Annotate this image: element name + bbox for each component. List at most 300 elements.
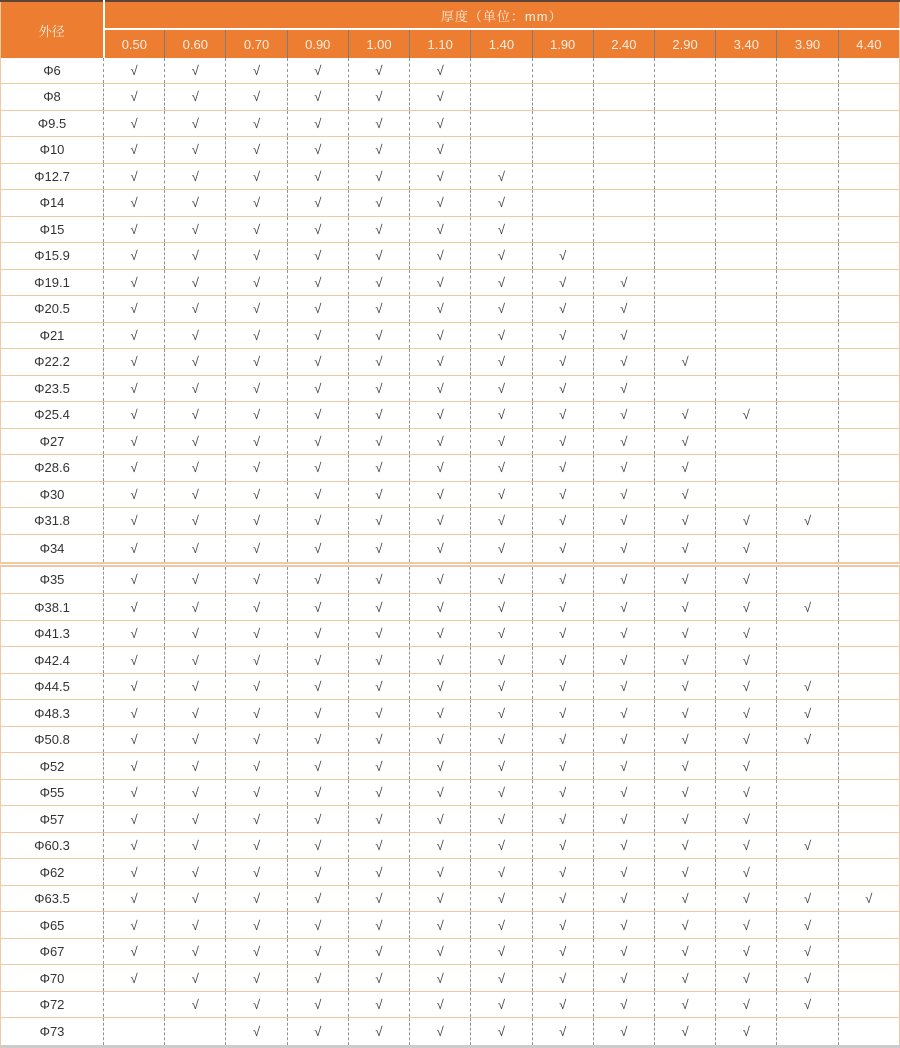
empty-cell [716, 163, 777, 190]
empty-cell [532, 163, 593, 190]
diameter-cell: Φ57 [1, 806, 104, 833]
table-row [1, 620, 900, 647]
empty-cell [532, 84, 593, 111]
check-cell: √ [165, 620, 226, 647]
empty-cell [716, 322, 777, 349]
check-cell: √ [287, 806, 348, 833]
check-cell: √ [777, 594, 838, 621]
check-cell: √ [654, 428, 715, 455]
check-cell: √ [410, 726, 471, 753]
empty-cell [838, 806, 899, 833]
check-cell: √ [287, 84, 348, 111]
check-cell: √ [471, 965, 532, 992]
check-cell: √ [716, 912, 777, 939]
check-cell: √ [593, 402, 654, 429]
check-cell: √ [104, 594, 165, 621]
diameter-cell: Φ70 [1, 965, 104, 992]
empty-cell [654, 269, 715, 296]
check-cell: √ [226, 508, 287, 535]
table-row [1, 190, 900, 217]
empty-cell [104, 991, 165, 1018]
check-cell: √ [226, 673, 287, 700]
check-cell: √ [593, 455, 654, 482]
empty-cell [471, 58, 532, 84]
empty-cell [777, 620, 838, 647]
diameter-cell: Φ9.5 [1, 110, 104, 137]
empty-cell [593, 163, 654, 190]
check-cell: √ [471, 726, 532, 753]
empty-cell [532, 137, 593, 164]
check-cell: √ [104, 481, 165, 508]
check-cell: √ [410, 564, 471, 594]
check-cell: √ [716, 1018, 777, 1047]
empty-cell [777, 564, 838, 594]
check-cell: √ [410, 137, 471, 164]
check-cell: √ [654, 806, 715, 833]
empty-cell [777, 84, 838, 111]
check-cell: √ [226, 110, 287, 137]
check-cell: √ [654, 912, 715, 939]
check-cell: √ [410, 243, 471, 270]
check-cell: √ [593, 428, 654, 455]
diameter-cell: Φ52 [1, 753, 104, 780]
empty-cell [777, 322, 838, 349]
table-row [1, 402, 900, 429]
check-cell: √ [410, 216, 471, 243]
check-cell: √ [104, 428, 165, 455]
check-cell: √ [226, 620, 287, 647]
table-row [1, 296, 900, 323]
check-cell: √ [104, 455, 165, 482]
check-cell: √ [654, 594, 715, 621]
check-cell: √ [410, 700, 471, 727]
check-cell: √ [654, 753, 715, 780]
thickness-header-cell: 0.60 [165, 29, 226, 58]
check-cell: √ [532, 508, 593, 535]
empty-cell [838, 163, 899, 190]
check-cell: √ [716, 832, 777, 859]
check-cell: √ [287, 508, 348, 535]
check-cell: √ [287, 269, 348, 296]
check-cell: √ [226, 163, 287, 190]
check-cell: √ [471, 912, 532, 939]
check-cell: √ [532, 243, 593, 270]
empty-cell [654, 84, 715, 111]
check-cell: √ [716, 673, 777, 700]
check-cell: √ [287, 137, 348, 164]
check-cell: √ [777, 991, 838, 1018]
thickness-header-cell: 4.40 [838, 29, 899, 58]
empty-cell [593, 216, 654, 243]
check-cell: √ [471, 1018, 532, 1047]
check-cell: √ [471, 673, 532, 700]
diameter-cell: Φ22.2 [1, 349, 104, 376]
empty-cell [777, 216, 838, 243]
check-cell: √ [226, 912, 287, 939]
empty-cell [838, 938, 899, 965]
check-cell: √ [104, 137, 165, 164]
table-row [1, 726, 900, 753]
check-cell: √ [165, 508, 226, 535]
check-cell: √ [348, 832, 409, 859]
table-header [1, 1, 900, 58]
check-cell: √ [104, 726, 165, 753]
check-cell: √ [716, 594, 777, 621]
check-cell: √ [532, 806, 593, 833]
check-cell: √ [654, 885, 715, 912]
check-cell: √ [654, 991, 715, 1018]
check-cell: √ [287, 322, 348, 349]
check-cell: √ [777, 508, 838, 535]
empty-cell [716, 190, 777, 217]
thickness-header-cell: 1.00 [348, 29, 409, 58]
check-cell: √ [838, 885, 899, 912]
check-cell: √ [104, 700, 165, 727]
check-cell: √ [654, 832, 715, 859]
check-cell: √ [716, 700, 777, 727]
diameter-cell: Φ42.4 [1, 647, 104, 674]
empty-cell [593, 137, 654, 164]
check-cell: √ [654, 700, 715, 727]
empty-cell [532, 58, 593, 84]
empty-cell [654, 375, 715, 402]
check-cell: √ [348, 455, 409, 482]
check-cell: √ [226, 1018, 287, 1047]
check-cell: √ [165, 455, 226, 482]
check-cell: √ [716, 402, 777, 429]
check-cell: √ [226, 322, 287, 349]
empty-cell [838, 58, 899, 84]
check-cell: √ [226, 594, 287, 621]
check-cell: √ [226, 564, 287, 594]
check-cell: √ [532, 938, 593, 965]
empty-cell [593, 243, 654, 270]
check-cell: √ [165, 991, 226, 1018]
check-cell: √ [471, 779, 532, 806]
check-cell: √ [287, 349, 348, 376]
check-cell: √ [410, 1018, 471, 1047]
check-cell: √ [226, 534, 287, 564]
table-row [1, 965, 900, 992]
check-cell: √ [287, 428, 348, 455]
check-cell: √ [226, 726, 287, 753]
thickness-header-cell: 0.70 [226, 29, 287, 58]
check-cell: √ [593, 938, 654, 965]
check-cell: √ [532, 455, 593, 482]
empty-cell [777, 190, 838, 217]
table-row [1, 163, 900, 190]
check-cell: √ [287, 296, 348, 323]
check-cell: √ [165, 885, 226, 912]
check-cell: √ [777, 885, 838, 912]
check-cell: √ [410, 190, 471, 217]
empty-cell [777, 243, 838, 270]
check-cell: √ [654, 938, 715, 965]
empty-cell [838, 428, 899, 455]
table-row [1, 912, 900, 939]
check-cell: √ [654, 1018, 715, 1047]
diameter-cell: Φ34 [1, 534, 104, 564]
check-cell: √ [471, 269, 532, 296]
check-cell: √ [348, 647, 409, 674]
check-cell: √ [226, 402, 287, 429]
empty-cell [593, 84, 654, 111]
thickness-header-cell: 1.40 [471, 29, 532, 58]
check-cell: √ [777, 726, 838, 753]
empty-cell [838, 564, 899, 594]
check-cell: √ [716, 620, 777, 647]
table-row [1, 481, 900, 508]
check-cell: √ [165, 564, 226, 594]
check-cell: √ [104, 243, 165, 270]
check-cell: √ [287, 647, 348, 674]
thickness-header-cell: 0.50 [104, 29, 165, 58]
check-cell: √ [104, 806, 165, 833]
check-cell: √ [287, 673, 348, 700]
empty-cell [838, 269, 899, 296]
table-row [1, 322, 900, 349]
check-cell: √ [226, 296, 287, 323]
check-cell: √ [410, 859, 471, 886]
check-cell: √ [471, 216, 532, 243]
check-cell: √ [410, 322, 471, 349]
check-cell: √ [104, 349, 165, 376]
thickness-header-cell: 2.90 [654, 29, 715, 58]
empty-cell [838, 1018, 899, 1047]
empty-cell [838, 455, 899, 482]
check-cell: √ [348, 402, 409, 429]
table-row [1, 647, 900, 674]
empty-cell [777, 269, 838, 296]
check-cell: √ [226, 832, 287, 859]
check-cell: √ [471, 620, 532, 647]
check-cell: √ [165, 647, 226, 674]
check-cell: √ [410, 594, 471, 621]
check-cell: √ [348, 322, 409, 349]
check-cell: √ [348, 216, 409, 243]
check-cell: √ [777, 673, 838, 700]
check-cell: √ [471, 564, 532, 594]
check-cell: √ [165, 216, 226, 243]
check-cell: √ [287, 594, 348, 621]
empty-cell [777, 58, 838, 84]
table-body [1, 58, 900, 1047]
check-cell: √ [104, 322, 165, 349]
empty-cell [838, 912, 899, 939]
check-cell: √ [654, 726, 715, 753]
table-row [1, 508, 900, 535]
check-cell: √ [165, 859, 226, 886]
diameter-cell: Φ60.3 [1, 832, 104, 859]
check-cell: √ [532, 620, 593, 647]
table-row [1, 1018, 900, 1047]
check-cell: √ [226, 885, 287, 912]
check-cell: √ [532, 534, 593, 564]
check-cell: √ [410, 806, 471, 833]
check-cell: √ [471, 991, 532, 1018]
check-cell: √ [471, 428, 532, 455]
check-cell: √ [532, 1018, 593, 1047]
empty-cell [593, 58, 654, 84]
empty-cell [838, 190, 899, 217]
empty-cell [838, 726, 899, 753]
check-cell: √ [777, 832, 838, 859]
check-cell: √ [165, 753, 226, 780]
check-cell: √ [532, 647, 593, 674]
check-cell: √ [348, 938, 409, 965]
check-cell: √ [593, 269, 654, 296]
empty-cell [838, 700, 899, 727]
empty-cell [838, 534, 899, 564]
diameter-cell: Φ73 [1, 1018, 104, 1047]
check-cell: √ [348, 620, 409, 647]
table-row [1, 428, 900, 455]
empty-cell [777, 110, 838, 137]
check-cell: √ [287, 163, 348, 190]
check-cell: √ [287, 885, 348, 912]
diameter-cell: Φ72 [1, 991, 104, 1018]
empty-cell [716, 110, 777, 137]
check-cell: √ [165, 243, 226, 270]
check-cell: √ [104, 110, 165, 137]
check-cell: √ [471, 534, 532, 564]
check-cell: √ [654, 965, 715, 992]
empty-cell [593, 110, 654, 137]
check-cell: √ [348, 885, 409, 912]
check-cell: √ [593, 375, 654, 402]
empty-cell [777, 402, 838, 429]
empty-cell [777, 137, 838, 164]
check-cell: √ [532, 269, 593, 296]
check-cell: √ [410, 163, 471, 190]
check-cell: √ [165, 428, 226, 455]
check-cell: √ [410, 912, 471, 939]
check-cell: √ [165, 779, 226, 806]
check-cell: √ [226, 647, 287, 674]
check-cell: √ [104, 163, 165, 190]
check-cell: √ [471, 885, 532, 912]
check-cell: √ [410, 455, 471, 482]
check-cell: √ [104, 885, 165, 912]
empty-cell [532, 216, 593, 243]
diameter-cell: Φ55 [1, 779, 104, 806]
check-cell: √ [654, 564, 715, 594]
check-cell: √ [104, 647, 165, 674]
check-cell: √ [348, 110, 409, 137]
check-cell: √ [593, 779, 654, 806]
check-cell: √ [593, 885, 654, 912]
check-cell: √ [348, 700, 409, 727]
diameter-cell: Φ38.1 [1, 594, 104, 621]
empty-cell [838, 216, 899, 243]
check-cell: √ [593, 859, 654, 886]
check-cell: √ [532, 375, 593, 402]
table-row [1, 58, 900, 84]
check-cell: √ [532, 779, 593, 806]
check-cell: √ [287, 455, 348, 482]
check-cell: √ [165, 137, 226, 164]
check-cell: √ [532, 912, 593, 939]
check-cell: √ [593, 594, 654, 621]
check-cell: √ [104, 753, 165, 780]
empty-cell [777, 163, 838, 190]
empty-cell [777, 753, 838, 780]
check-cell: √ [348, 726, 409, 753]
empty-cell [838, 753, 899, 780]
diameter-cell: Φ15 [1, 216, 104, 243]
check-cell: √ [287, 620, 348, 647]
diameter-cell: Φ41.3 [1, 620, 104, 647]
check-cell: √ [287, 481, 348, 508]
empty-cell [471, 110, 532, 137]
empty-cell [838, 647, 899, 674]
empty-cell [838, 832, 899, 859]
empty-cell [838, 620, 899, 647]
empty-cell [654, 322, 715, 349]
check-cell: √ [593, 322, 654, 349]
check-cell: √ [287, 1018, 348, 1047]
check-cell: √ [165, 938, 226, 965]
empty-cell [532, 190, 593, 217]
check-cell: √ [471, 859, 532, 886]
check-cell: √ [104, 859, 165, 886]
check-cell: √ [226, 700, 287, 727]
check-cell: √ [716, 991, 777, 1018]
check-cell: √ [348, 163, 409, 190]
check-cell: √ [532, 673, 593, 700]
check-cell: √ [593, 806, 654, 833]
check-cell: √ [410, 620, 471, 647]
empty-cell [777, 779, 838, 806]
check-cell: √ [471, 375, 532, 402]
empty-cell [838, 349, 899, 376]
check-cell: √ [165, 673, 226, 700]
check-cell: √ [226, 428, 287, 455]
empty-cell [838, 402, 899, 429]
check-cell: √ [348, 508, 409, 535]
check-cell: √ [777, 938, 838, 965]
check-cell: √ [226, 190, 287, 217]
check-cell: √ [532, 859, 593, 886]
check-cell: √ [410, 375, 471, 402]
check-cell: √ [348, 534, 409, 564]
check-cell: √ [104, 965, 165, 992]
check-cell: √ [287, 216, 348, 243]
check-cell: √ [165, 534, 226, 564]
check-cell: √ [348, 753, 409, 780]
check-cell: √ [287, 938, 348, 965]
check-cell: √ [287, 110, 348, 137]
table-row [1, 216, 900, 243]
empty-cell [777, 534, 838, 564]
empty-cell [104, 1018, 165, 1047]
check-cell: √ [226, 84, 287, 111]
empty-cell [838, 322, 899, 349]
table-row [1, 243, 900, 270]
check-cell: √ [777, 912, 838, 939]
empty-cell [777, 375, 838, 402]
check-cell: √ [165, 965, 226, 992]
diameter-cell: Φ50.8 [1, 726, 104, 753]
check-cell: √ [226, 375, 287, 402]
check-cell: √ [593, 481, 654, 508]
check-cell: √ [471, 647, 532, 674]
empty-cell [838, 673, 899, 700]
diameter-cell: Φ48.3 [1, 700, 104, 727]
check-cell: √ [471, 806, 532, 833]
empty-cell [838, 481, 899, 508]
empty-cell [593, 190, 654, 217]
